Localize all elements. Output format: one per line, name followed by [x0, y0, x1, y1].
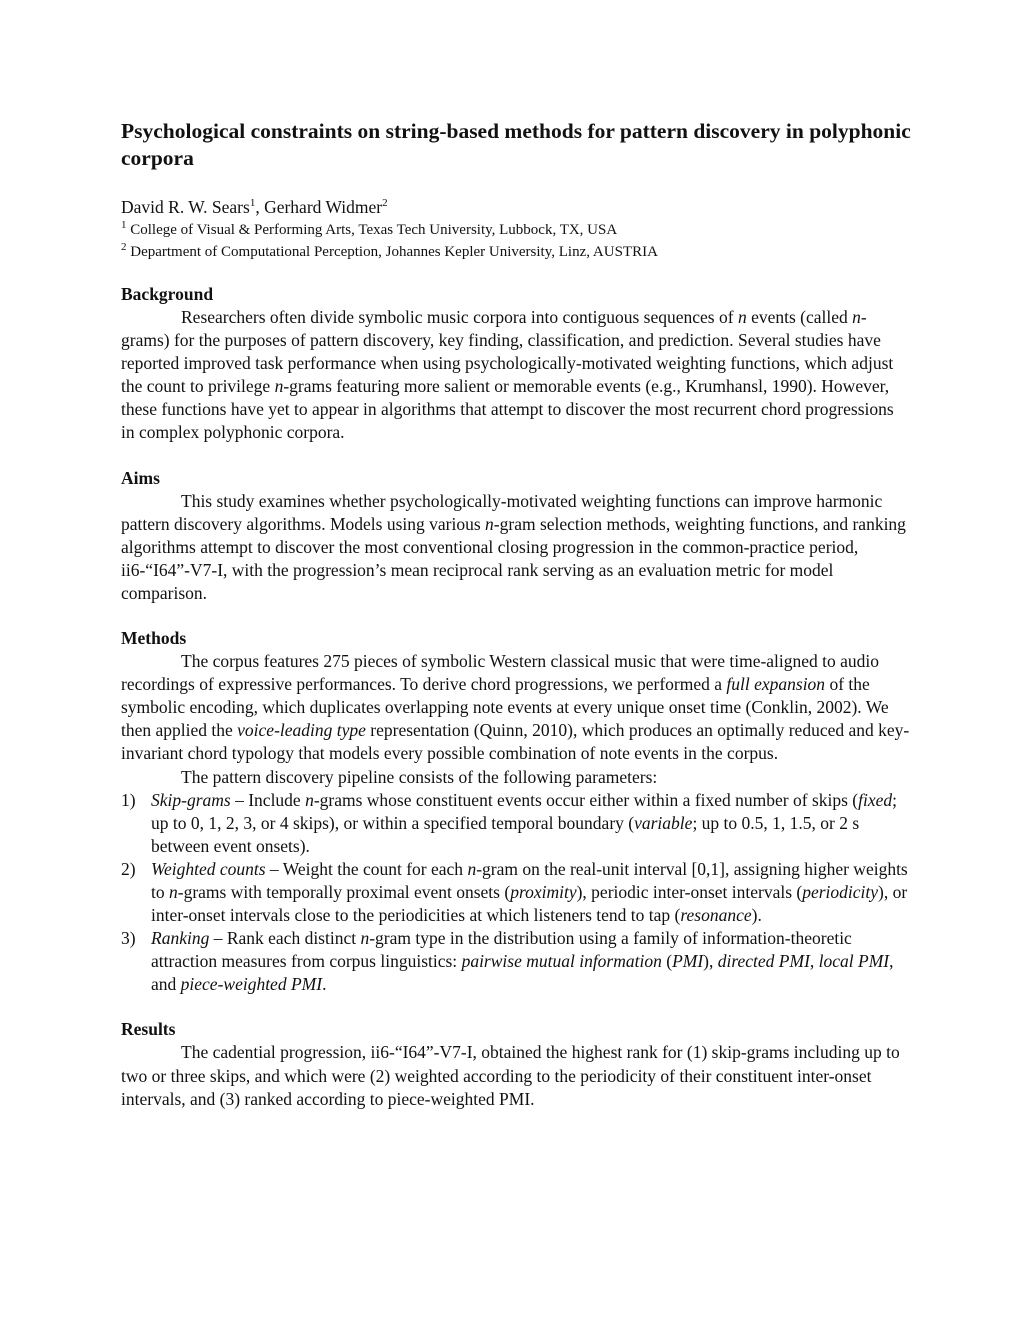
affiliation-mark: 1 [121, 219, 127, 231]
text-run: ( [661, 951, 673, 972]
italic-run: variable [634, 812, 693, 833]
methods-paragraph: The pattern discovery pipeline consists of the following parameters: [181, 766, 658, 787]
text-run: , [809, 951, 819, 972]
text-run: – Weight the count for each [265, 858, 468, 879]
text-run: – Include [230, 789, 306, 810]
text-run: ). [751, 905, 762, 926]
author-separator: , [255, 197, 265, 217]
results-paragraph: The cadential progression, ii6-“I64”-V7-I, obtained the highest rank for (1) skip-grams including up to two or three skips, and which were (2) weighted according to the periodicity of their constituent inter-onset intervals, and (3) ranked according to piece-weighted PMI. [121, 1042, 900, 1109]
italic-run: fixed [858, 789, 893, 810]
author-name: Gerhard Widmer [264, 197, 383, 217]
italic-run: directed PMI [717, 951, 810, 972]
italic-run: n [737, 307, 747, 327]
list-number: 3) [121, 928, 136, 949]
methods-paragraph [121, 650, 911, 765]
aims-section [121, 467, 911, 605]
paper-body [121, 118, 911, 1111]
italic-run: Weighted counts [151, 858, 266, 879]
affiliation [121, 219, 911, 241]
italic-run: n [360, 928, 370, 949]
results-section [121, 1018, 911, 1110]
italic-run: PMI [672, 951, 704, 972]
aims-paragraph [121, 490, 911, 605]
background-paragraph [121, 306, 911, 445]
text-run: – Rank each distinct [209, 928, 361, 949]
text-run: of the symbolic encoding, which duplicates overlapping note events at every unique onset time (Conklin, 2002). We then applied the [121, 674, 889, 741]
list-number: 1) [121, 789, 136, 810]
italic-run: periodicity [802, 881, 879, 902]
affiliation [121, 241, 911, 263]
background-section [121, 283, 911, 445]
italic-run: resonance [680, 905, 752, 926]
italic-run: n [467, 858, 477, 879]
section-heading: Aims [121, 467, 160, 488]
section-heading: Methods [121, 628, 187, 649]
italic-run: n [274, 376, 284, 397]
italic-run: n [852, 307, 861, 327]
section-heading: Results [121, 1019, 176, 1040]
author-affiliation-mark: 1 [249, 197, 256, 210]
italic-run: piece-weighted PMI [180, 974, 323, 995]
parameter-list [121, 789, 911, 997]
text-run: -grams with temporally proximal event onsets ( [177, 881, 511, 902]
italic-run: full expansion [726, 674, 826, 695]
methods-section [121, 627, 911, 996]
text-run: This study examines whether psychologically-motivated weighting functions can improve harmonic pattern discovery algorithms. Models using various [121, 490, 883, 534]
author-name: David R. W. Sears [121, 197, 250, 217]
text-run: representation (Quinn, 2010), which produces an optimally reduced and key-invariant chord typology that models every possible combination of note events in the corpus. [121, 720, 910, 764]
text-run: ; up to 0.5, 1, 1.5, or 2 s between event onsets). [151, 812, 860, 856]
italic-run: pairwise mutual information [461, 951, 662, 972]
text-run: The corpus features 275 pieces of symbolic Western classical music that were time-aligned to audio recordings of expressive performances. To derive chord progressions, we performed a [121, 651, 880, 695]
section-heading: Background [121, 284, 214, 304]
text-run: -gram on the real-unit interval [0,1], assigning higher weights to [151, 858, 908, 902]
italic-run: voice-leading type [237, 720, 366, 741]
affiliation-text: College of Visual & Performing Arts, Texas Tech University, Lubbock, TX, USA [126, 222, 618, 238]
author-affiliation-mark: 2 [382, 197, 388, 210]
text-run: ), or inter-onset intervals close to the periodicities at which listeners tend to tap ( [151, 881, 908, 926]
list-number: 2) [121, 858, 136, 879]
text-run: ), periodic inter-onset intervals ( [576, 881, 803, 902]
italic-run: n [169, 881, 178, 902]
italic-run: n [305, 789, 314, 810]
author-line [121, 196, 911, 219]
list-item [121, 789, 911, 858]
text-run: -gram selection methods, weighting functions, and ranking algorithms attempt to discover the most conventional closing progression in the common-practice period, ii6-“I64”-V7-I, with the progression’s mean reciprocal rank serving as an evaluation metric for model comparison. [121, 513, 906, 603]
list-item [121, 858, 911, 927]
italic-run: Ranking [151, 928, 210, 949]
text-run: . [322, 974, 327, 995]
text-run: events (called [746, 307, 853, 327]
italic-run: local PMI [818, 951, 890, 972]
text-run: -grams) for the purposes of pattern discovery, key finding, classification, and prediction. Several studies have reported improved task performance when using psychologically-motivated weighting functions, which adjust the count to privilege [121, 307, 894, 397]
italic-run: proximity [510, 881, 577, 902]
text-run: , and [151, 951, 894, 995]
text-run: ; up to 0, 1, 2, 3, or 4 skips), or within a specified temporal boundary ( [151, 789, 898, 833]
list-item [121, 927, 911, 996]
affiliation-text: Department of Computational Perception, Johannes Kepler University, Linz, AUSTRIA [126, 244, 658, 260]
text-run: Researchers often divide symbolic music corpora into contiguous sequences of [181, 307, 738, 327]
text-run: ), [703, 951, 718, 972]
italic-run: n [485, 513, 494, 534]
paper-title: Psychological constraints on string-based methods for pattern discovery in polyphonic corpora [121, 119, 911, 170]
text-run: -grams featuring more salient or memorable events (e.g., Krumhansl, 1990). However, these functions have yet to appear in algorithms that attempt to discover the most recurrent chord progressions in complex polyphonic corpora. [121, 376, 894, 443]
text-run: -grams whose constituent events occur either within a fixed number of skips ( [313, 789, 859, 810]
affiliation-mark: 2 [121, 241, 127, 253]
italic-run: Skip-grams [151, 789, 231, 810]
text-run: -gram type in the distribution using a family of information-theoretic attraction measures from corpus linguistics: [151, 928, 852, 972]
